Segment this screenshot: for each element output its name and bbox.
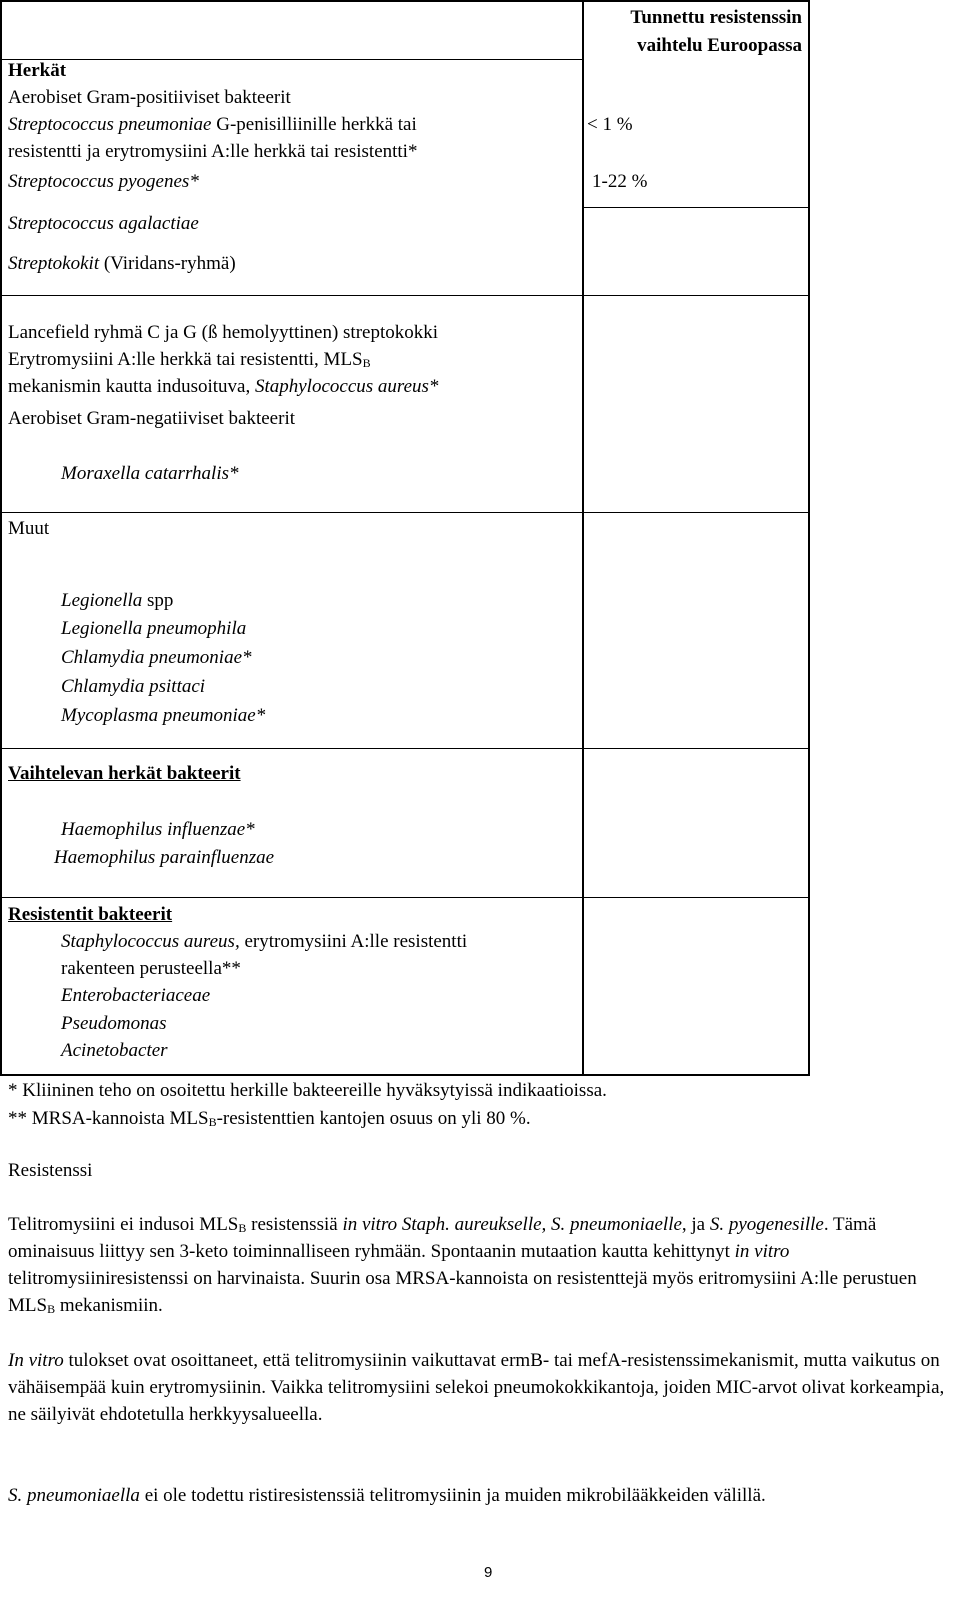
s-aureus-resistant-row: Staphylococcus aureus, erytromysiini A:lle resistentti [61,931,468,952]
table-border-right [808,0,810,1076]
section-heading-resistenssi: Resistenssi [8,1160,93,1181]
s-pneumoniae-row: Streptococcus pneumoniae G-penisilliinille herkkä tai [8,114,417,135]
section-heading-vaihtelevan: Vaihtelevan herkät bakteerit [8,763,241,784]
enterobacteriaceae-row: Enterobacteriaceae [61,985,211,1006]
s-agalactiae-row: Streptococcus agalactiae [8,213,199,234]
table-border-left [0,0,2,1076]
resistance-paragraph-2: In vitro tulokset ovat osoittaneet, että telitromysiinin vaikuttavat ermB- tai mefA-resistenssimekanismit, mutta vaikutus on vähäisempää kuin erytromysiinin. Vaikka telitromysiini selekoi pneumokokkikantoja, joiden MIC-arvot olivat korkeampia, ne säilyivät ehdotetulla herkkyysalueella. [8,1350,945,1425]
resistance-paragraph-3: S. pneumoniaella ei ole todettu ristiresistenssiä telitromysiinin ja muiden mikrobilääkkeiden välillä. [8,1485,766,1506]
viridans-row: Streptokokit (Viridans-ryhmä) [8,253,236,274]
aerobic-gram-negative-label: Aerobiset Gram-negatiiviset bakteerit [8,408,296,429]
table-col-divider [582,0,584,1076]
erythromycin-row-cont: mekanismin kautta indusoituva, Staphylococcus aureus* [8,376,439,397]
page-number: 9 [484,1564,493,1581]
moraxella-row: Moraxella catarrhalis* [61,463,239,484]
table-border-top [0,0,810,2]
chlamydia-pneumoniae-row: Chlamydia pneumoniae* [61,647,252,668]
mycoplasma-row: Mycoplasma pneumoniae* [61,705,266,726]
table-row-divider [0,59,582,60]
table-row-divider [0,748,810,749]
acinetobacter-row: Acinetobacter [61,1040,168,1061]
table-row-divider [582,207,810,208]
s-aureus-resistant-row-cont: rakenteen perusteella** [61,958,241,979]
h-parainfluenzae-row: Haemophilus parainfluenzae [54,847,275,868]
section-heading-herkat: Herkät [8,60,67,81]
table-row-divider [0,897,810,898]
erythromycin-row: Erytromysiini A:lle herkkä tai resistentti, $MLS_B$ [8,349,371,370]
s-pneumoniae-resistance: < 1 % [587,114,633,135]
h-influenzae-row: Haemophilus influenzae* [61,819,255,840]
resistance-column-header: Tunnettu resistenssin vaihtelu Euroopassa [630,7,802,56]
legionella-pneumophila-row: Legionella pneumophila [61,618,247,639]
s-pyogenes-resistance: 1-22 % [592,171,648,192]
legionella-spp-row: Legionella spp [61,590,174,611]
table-row-divider [0,295,810,296]
s-pneumoniae-row-cont: resistentti ja erytromysiini A:lle herkkä tai resistentti* [8,141,418,162]
table-border-bottom [0,1074,810,1076]
footnote-mrsa: ** MRSA-kannoista $MLS_B$-resistenttien kantojen osuus on yli 80 %. [8,1108,531,1129]
section-heading-muut: Muut [8,518,50,539]
section-heading-resistentit: Resistentit bakteerit [8,904,173,925]
pseudomonas-row: Pseudomonas [61,1013,167,1034]
resistance-paragraph-1: Telitromysiini ei indusoi $MLS_B$ resistenssiä in vitro Staph. aureukselle, S. pneumoniaelle, ja S. pyogenesille. Tämä ominaisuus liittyy sen 3-keto toiminnalliseen ryhmään. Spontaanin mutaation kautta kehittynyt in vitro telitromysiiniresistenssi on harvinaista. Suurin osa MRSA-kannoista on resistenttejä myös eritromysiini A:lle perustuen $MLS_B$ mekanismiin. [8,1214,917,1316]
aerobic-gram-positive-label: Aerobiset Gram-positiiviset bakteerit [8,87,291,108]
lancefield-row: Lancefield ryhmä C ja G (ß hemolyyttinen) streptokokki [8,322,439,343]
chlamydia-psittaci-row: Chlamydia psittaci [61,676,206,697]
footnote-clinical-efficacy: * Kliininen teho on osoitettu herkille bakteereille hyväksytyissä indikaatioissa. [8,1080,607,1101]
s-pyogenes-row: Streptococcus pyogenes* [8,171,199,192]
table-row-divider [0,512,810,513]
